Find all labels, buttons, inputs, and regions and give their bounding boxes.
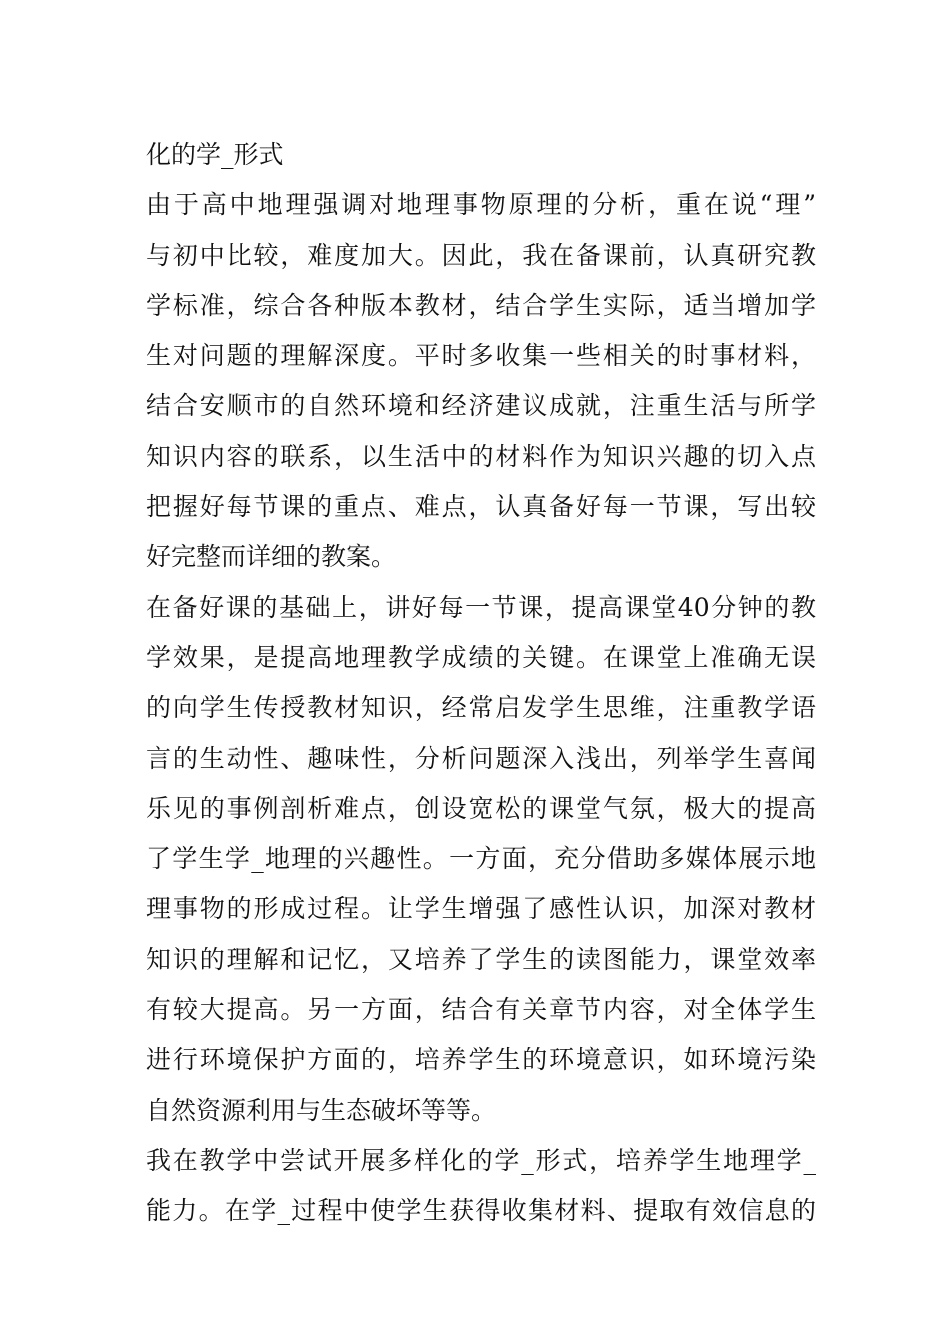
document-body	[146, 130, 816, 1237]
text-line: 乐见的事例剖析难点，创设宽松的课堂气氛，极大的提高	[146, 793, 816, 823]
text-line: 生对问题的理解深度。平时多收集一些相关的时事材料，	[146, 341, 816, 371]
text-line: 自然资源利用与生态破坏等等。	[146, 1095, 497, 1125]
text-line: 理事物的形成过程。让学生增强了感性认识，加深对教材	[146, 894, 816, 924]
text-line: 学标准，综合各种版本教材，结合学生实际，适当增加学	[146, 290, 816, 320]
text-line: 由于高中地理强调对地理事物原理的分析，重在说“理”	[146, 190, 816, 220]
text-line: 在备好课的基础上，讲好每一节课，提高课堂40分钟的教	[146, 592, 816, 622]
text-line: 有较大提高。另一方面，结合有关章节内容，对全体学生	[146, 995, 816, 1025]
text-line: 进行环境保护方面的，培养学生的环境意识，如环境污染	[146, 1045, 816, 1075]
text-line: 的向学生传授教材知识，经常启发学生思维，注重教学语	[146, 693, 816, 723]
text-line: 把握好每节课的重点、难点，认真备好每一节课，写出较	[146, 492, 816, 522]
text-line: 化的学_形式	[146, 140, 284, 169]
text-line: 了学生学_地理的兴趣性。一方面，充分借助多媒体展示地	[146, 844, 816, 874]
text-line: 知识的理解和记忆，又培养了学生的读图能力，课堂效率	[146, 944, 816, 974]
text-line: 言的生动性、趣味性，分析问题深入浅出，列举学生喜闻	[146, 743, 816, 773]
text-line: 结合安顺市的自然环境和经济建议成就，注重生活与所学	[146, 391, 816, 421]
text-line: 能力。在学_过程中使学生获得收集材料、提取有效信息的	[146, 1196, 816, 1226]
text-line: 好完整而详细的教案。	[146, 542, 397, 572]
text-line: 与初中比较，难度加大。因此，我在备课前，认真研究教	[146, 240, 816, 270]
text-line: 知识内容的联系，以生活中的材料作为知识兴趣的切入点	[146, 441, 816, 471]
text-line: 我在教学中尝试开展多样化的学_形式，培养学生地理学_	[146, 1145, 816, 1175]
text-line: 学效果，是提高地理教学成绩的关键。在课堂上准确无误	[146, 642, 816, 672]
